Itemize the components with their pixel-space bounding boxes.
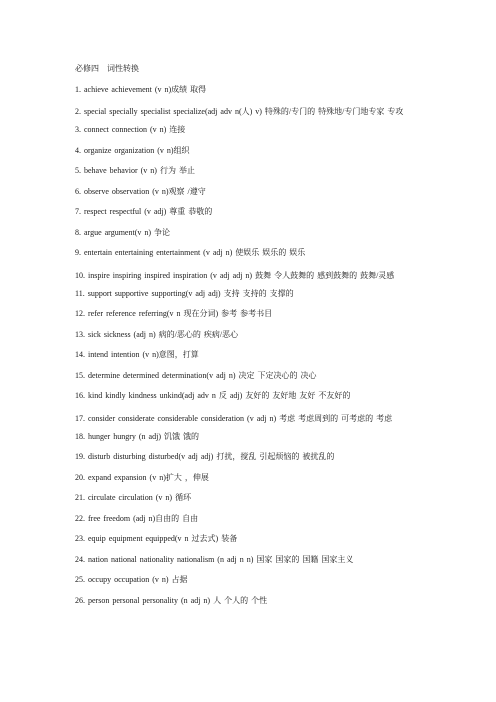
- entry-17: 17. consider considerate considerable consideration (v adj n) 考虑 考虑周到的 可考虑的 考虑: [75, 413, 393, 423]
- entry-20: 20. expand expansion (v n)扩大 ，伸展: [75, 472, 209, 482]
- entry-15: 15. determine determined determination(v adj n) 决定 下定决心的 决心: [75, 370, 317, 380]
- entry-7: 7. respect respectful (v adj) 尊重 恭敬的: [75, 207, 213, 216]
- entry-26: 26. person personal personality (n adj n) 人 个人的 个性: [75, 595, 268, 605]
- entry-25: 25. occupy occupation (v n) 占据: [75, 575, 188, 584]
- entry-8: 8. argue argument(v n) 争论: [75, 227, 171, 237]
- document-title: 必修四 词性转换: [75, 64, 139, 73]
- entry-1: 1. achieve achievement (v n)成绩 取得: [75, 84, 207, 94]
- entry-3: 3. connect connection (v n) 连接: [75, 125, 186, 134]
- entry-22: 22. free freedom (adj n)自由的 自由: [75, 513, 199, 523]
- entry-5: 5. behave behavior (v n) 行为 举止: [75, 166, 195, 175]
- entry-9: 9. entertain entertaining entertainment (v adj n) 使娱乐 娱乐的 娱乐: [75, 248, 306, 257]
- entry-4: 4. organize organization (v n)组织: [75, 145, 190, 155]
- entry-14: 14. intend intention (v n)意图，打算: [75, 350, 199, 359]
- entry-19: 19. disturb disturbing disturbed(v adj adj) 打扰，搅乱 引起烦恼的 被扰乱的: [75, 452, 335, 461]
- entry-11: 11. support supportive supporting(v adj adj) 支持 支持的 支撑的: [75, 288, 294, 298]
- entry-23: 23. equip equipment equipped(v n 过去式) 装备: [75, 534, 238, 543]
- document-content: [75, 63, 445, 615]
- entry-21: 21. circulate circulation (v n) 循环: [75, 493, 192, 502]
- entry-16: 16. kind kindly kindness unkind(adj adv n 反 adj) 友好的 友好地 友好 不友好的: [75, 391, 351, 400]
- entry-13: 13. sick sickness (adj n) 病的/恶心的 疾病/恶心: [75, 329, 239, 339]
- entry-12: 12. refer reference referring(v n 现在分词) 参考 参考书目: [75, 309, 273, 318]
- entry-2: 2. special specially specialist specialize(adj adv n(人) v) 特殊的/专门的 特殊地/专门地专家 专攻: [75, 107, 404, 116]
- entry-24: 24. nation national nationality nationalism (n adj n n) 国家 国家的 国籍 国家主义: [75, 554, 354, 564]
- entry-6: 6. observe observation (v n)观察 /遵守: [75, 186, 206, 196]
- entry-18: 18. hunger hungry (n adj) 饥饿 饿的: [75, 431, 199, 441]
- entry-10: 10. inspire inspiring inspired inspiration (v adj adj n) 鼓舞 令人鼓舞的 感到鼓舞的 鼓舞/灵感: [75, 270, 395, 280]
